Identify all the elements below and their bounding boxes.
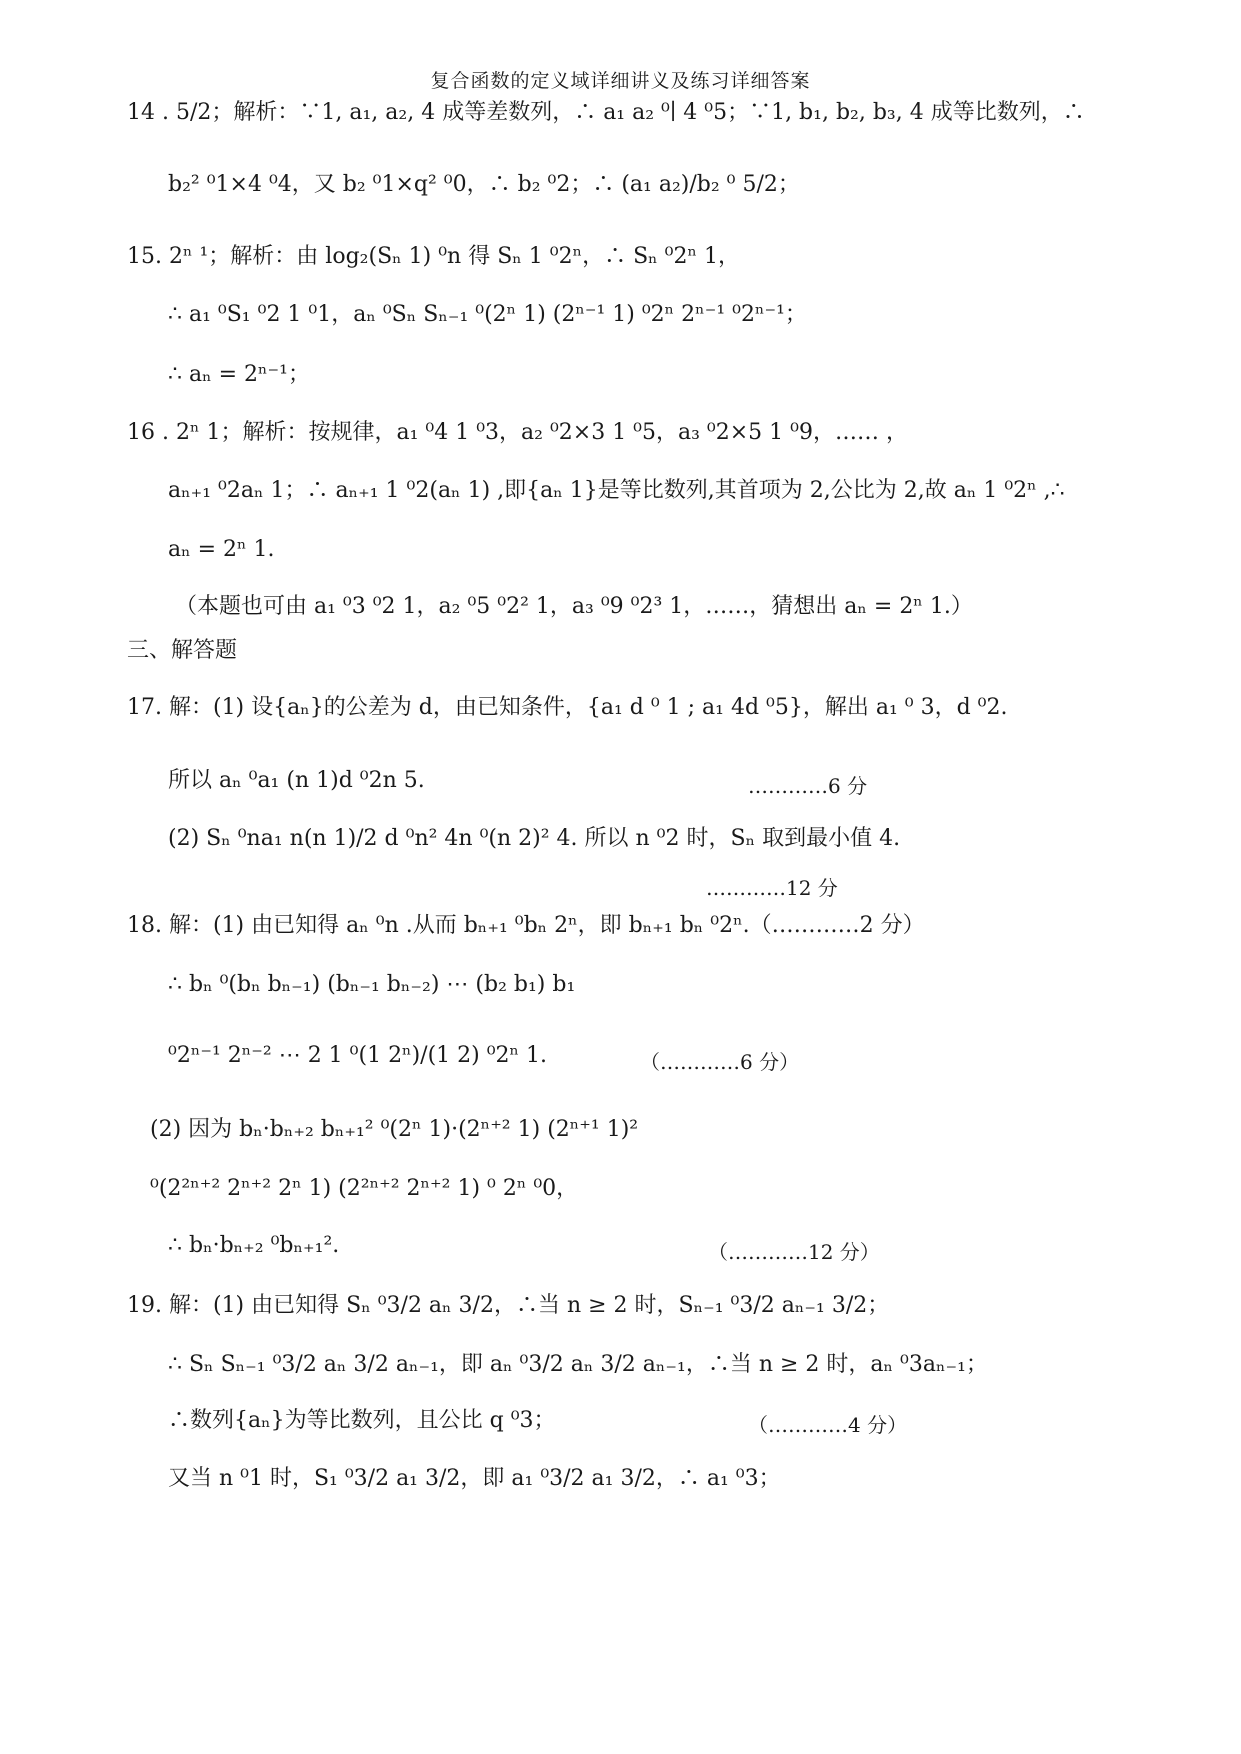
score-19-1: （…………4 分） — [748, 1413, 908, 1437]
problem-18-line-2: ∴ bₙ ⁰(bₙ bₙ₋₁) (bₙ₋₁ bₙ₋₂) ⋯ (b₂ b₁) b₁ — [168, 972, 576, 997]
problem-18-line-1: 18. 解：(1) 由已知得 aₙ ⁰n .从而 bₙ₊₁ ⁰bₙ 2ⁿ，即 bₙ₊₁ bₙ ⁰2ⁿ.（…………2 分） — [127, 913, 925, 938]
problem-18-line-6: ∴ bₙ·bₙ₊₂ ⁰bₙ₊₁². — [168, 1233, 340, 1258]
problem-16-note: （本题也可由 a₁ ⁰3 ⁰2 1，a₂ ⁰5 ⁰2² 1，a₃ ⁰9 ⁰2³ 1，……，猜想出 aₙ = 2ⁿ 1.） — [175, 594, 973, 619]
problem-15-line-1: 15. 2ⁿ ¹；解析：由 log₂(Sₙ 1) ⁰n 得 Sₙ 1 ⁰2ⁿ，∴ Sₙ ⁰2ⁿ 1， — [127, 244, 741, 269]
problem-16-line-2: aₙ₊₁ ⁰2aₙ 1；∴ aₙ₊₁ 1 ⁰2(aₙ 1) ,即{aₙ 1}是等比数列,其首项为 2,公比为 2,故 aₙ 1 ⁰2ⁿ ,∴ — [168, 478, 1065, 503]
problem-14-line-1: 14 . 5/2；解析：∵1, a₁, a₂, 4 成等差数列，∴ a₁ a₂ ⁰∣ 4 ⁰5；∵1, b₁, b₂, b₃, 4 成等比数列，∴ — [127, 100, 1085, 125]
problem-16-line-1: 16 . 2ⁿ 1；解析：按规律，a₁ ⁰4 1 ⁰3，a₂ ⁰2×3 1 ⁰5，a₃ ⁰2×5 1 ⁰9，…… ， — [127, 420, 908, 445]
problem-17-line-2: 所以 aₙ ⁰a₁ (n 1)d ⁰2n 5. — [168, 768, 425, 793]
problem-15-line-3: ∴ aₙ = 2ⁿ⁻¹； — [168, 362, 310, 387]
score-18-2: （…………12 分） — [708, 1240, 880, 1264]
problem-16-line-3: aₙ = 2ⁿ 1. — [168, 537, 275, 562]
problem-19-line-3: ∴数列{aₙ}为等比数列，且公比 q ⁰3； — [168, 1408, 556, 1433]
problem-18-line-3: ⁰2ⁿ⁻¹ 2ⁿ⁻² ⋯ 2 1 ⁰(1 2ⁿ)/(1 2) ⁰2ⁿ 1. — [168, 1043, 548, 1068]
problem-17-line-1: 17. 解：(1) 设{aₙ}的公差为 d，由已知条件，{a₁ d ⁰ 1 ; a₁ 4d ⁰5}，解出 a₁ ⁰ 3，d ⁰2. — [127, 695, 1008, 720]
score-17-2: …………12 分 — [706, 876, 838, 900]
problem-19-line-1: 19. 解：(1) 由已知得 Sₙ ⁰3/2 aₙ 3/2，∴当 n ≥ 2 时，Sₙ₋₁ ⁰3/2 aₙ₋₁ 3/2； — [127, 1293, 890, 1318]
problem-17-line-3: (2) Sₙ ⁰na₁ n(n 1)/2 d ⁰n² 4n ⁰(n 2)² 4. 所以 n ⁰2 时，Sₙ 取到最小值 4. — [168, 826, 901, 851]
problem-19-line-2: ∴ Sₙ Sₙ₋₁ ⁰3/2 aₙ 3/2 aₙ₋₁，即 aₙ ⁰3/2 aₙ 3/2 aₙ₋₁，∴当 n ≥ 2 时，aₙ ⁰3aₙ₋₁； — [168, 1352, 988, 1377]
score-17-1: …………6 分 — [748, 774, 868, 798]
page-header-title: 复合函数的定义域详细讲义及练习详细答案 — [430, 70, 811, 92]
problem-18-line-4: (2) 因为 bₙ·bₙ₊₂ bₙ₊₁² ⁰(2ⁿ 1)·(2ⁿ⁺² 1) (2ⁿ⁺¹ 1)² — [150, 1117, 639, 1142]
problem-15-line-2: ∴ a₁ ⁰S₁ ⁰2 1 ⁰1，aₙ ⁰Sₙ Sₙ₋₁ ⁰(2ⁿ 1) (2ⁿ⁻¹ 1) ⁰2ⁿ 2ⁿ⁻¹ ⁰2ⁿ⁻¹； — [168, 302, 807, 327]
problem-18-line-5: ⁰(2²ⁿ⁺² 2ⁿ⁺² 2ⁿ 1) (2²ⁿ⁺² 2ⁿ⁺² 1) ⁰ 2ⁿ ⁰0， — [150, 1176, 579, 1201]
problem-14-line-2: b₂² ⁰1×4 ⁰4，又 b₂ ⁰1×q² ⁰0，∴ b₂ ⁰2；∴ (a₁ a₂)/b₂ ⁰ 5/2； — [168, 172, 800, 197]
section-heading: 三、解答题 — [127, 638, 238, 663]
problem-19-line-4: 又当 n ⁰1 时，S₁ ⁰3/2 a₁ 3/2，即 a₁ ⁰3/2 a₁ 3/2，∴ a₁ ⁰3； — [168, 1466, 781, 1491]
score-18-1: （…………6 分） — [640, 1050, 800, 1074]
